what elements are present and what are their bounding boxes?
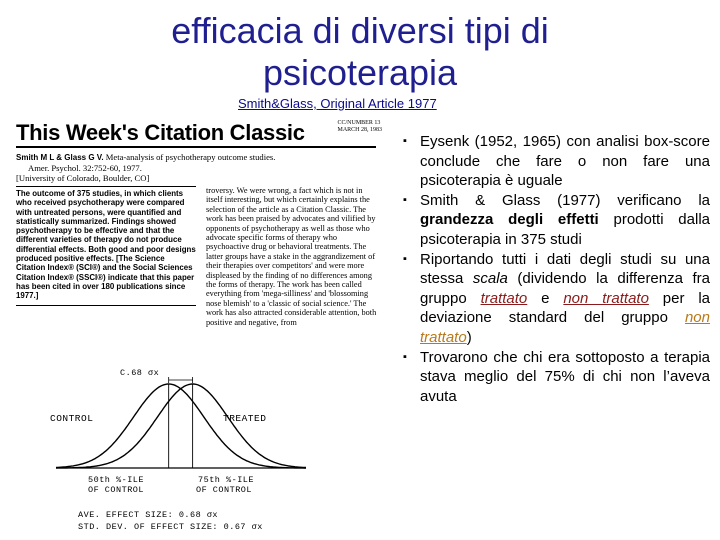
curve-control [56,384,306,468]
article-reference [16,152,376,183]
ave-effect-size: AVE. EFFECT SIZE: 0.68 σx [78,510,219,520]
article-journal: Amer. Psychol. 32:752-60, 1977. [28,163,142,173]
bullet-scale-text-e: e [527,289,564,307]
control-label: CONTROL [50,413,94,424]
bullet-smith-glass-bold: grandezza degli effetti [420,211,599,229]
pct-right-line2: OF CONTROL [196,485,253,495]
article-rule [16,146,376,148]
effect-size-chart [48,368,312,540]
bullet-smith-glass-text-c: prodotti dalla psicoterapia in 375 studi [420,211,710,248]
treated-label: TREATED [223,413,267,424]
slide-title-line1: efficacia di diversi tipi di [171,10,549,51]
bullet-result [400,348,710,407]
effect-size-top-label: C.68 σx [120,368,160,378]
slide-title-line2: psicoterapia [262,52,458,93]
bullet-scale-non-trattato: non trattato [563,289,649,307]
pct-right-line1: 75th %-ILE [198,475,255,485]
article-ref-title: Meta-analysis of psychotherapy outcome studies. [103,152,276,162]
article-meta-date: MARCH 28, 1983 [337,127,382,133]
slide-title [90,10,630,94]
bullet-scale-text-g: per la deviazione standard del gruppo [420,289,710,327]
std-dev-effect-size: STD. DEV. OF EFFECT SIZE: 0.67 σx [78,522,263,532]
bullet-smith-glass-text-a: Smith & Glass (1977) verificano la [420,191,710,209]
article-column-text: troversy. We were wrong, a fact which is not in itself interesting, but which certainly explains the selection of the article as a Citation Classic. The work has been praised by advocates and vilified by opponents of psychotherapy as well as those who advocate specific forms of therapy who psychoactive drug or behavioral treatments. The latter groups have a stake in the aggrandizement of their therapies over competitors' and were more displeased by the finding of no differences among the forms of therapy. The work has been called everything from 'mega-silliness' and 'blossoming nose blemish' to a 'classic of social science.' The work has also attracted considerable attention, both positive and negative, from [206,186,377,327]
bullet-scale-word: scala [472,270,508,288]
bullet-smith-glass [400,191,710,250]
bullet-result-text: Trovarono che chi era sottoposto a terapia stava meglio del 75% di chi non l’aveva avuta [420,348,710,405]
bullet-scale-non-trattato-gold: non trattato [420,309,710,346]
article-affiliation: [University of Colorado, Boulder, CO] [16,173,150,183]
pct-left-line2: OF CONTROL [88,485,145,495]
article-scan [8,116,410,350]
bullet-scale-text-c: (dividendo la differenza fra gruppo [420,270,710,307]
source-link[interactable]: Smith&Glass, Original Article 1977 [238,96,437,111]
bullet-eysenk-text: Eysenk (1952, 1965) con analisi box-score conclude che fare o non fare una psicoterapia è uguale [420,133,710,190]
article-authors: Smith M L & Glass G V. [16,153,104,162]
bullet-scale-text-i: ) [466,328,472,346]
bullet-eysenk [400,132,710,191]
article-heading: This Week's Citation Classic [16,120,305,145]
curve-treated [56,384,306,468]
article-meta-cc: CC/NUMBER 13 [337,120,381,126]
bullet-scale-text-a: Riportando tutti i dati degli studi su una stessa [420,250,710,288]
article-meta [337,120,382,134]
bullet-list [400,132,710,406]
article-abstract: The outcome of 375 studies, in which clients who received psychotherapy were compared with untreated persons, were quantified and statistically summarized. Findings showed psychotherapy to be effective and that the different varieties of therapy do not produce differential effects. Both good and poor designs produced positive effects. [The Science Citation Index® (SCI®) and the Social Sciences Citation Index® (SSCI®) indicate that this paper has been cited in over 180 publications since 1977.] [16,186,196,306]
bullet-scale-trattato: trattato [480,289,528,307]
bullet-scale [400,250,710,348]
pct-left-line1: 50th %-ILE [88,475,145,485]
